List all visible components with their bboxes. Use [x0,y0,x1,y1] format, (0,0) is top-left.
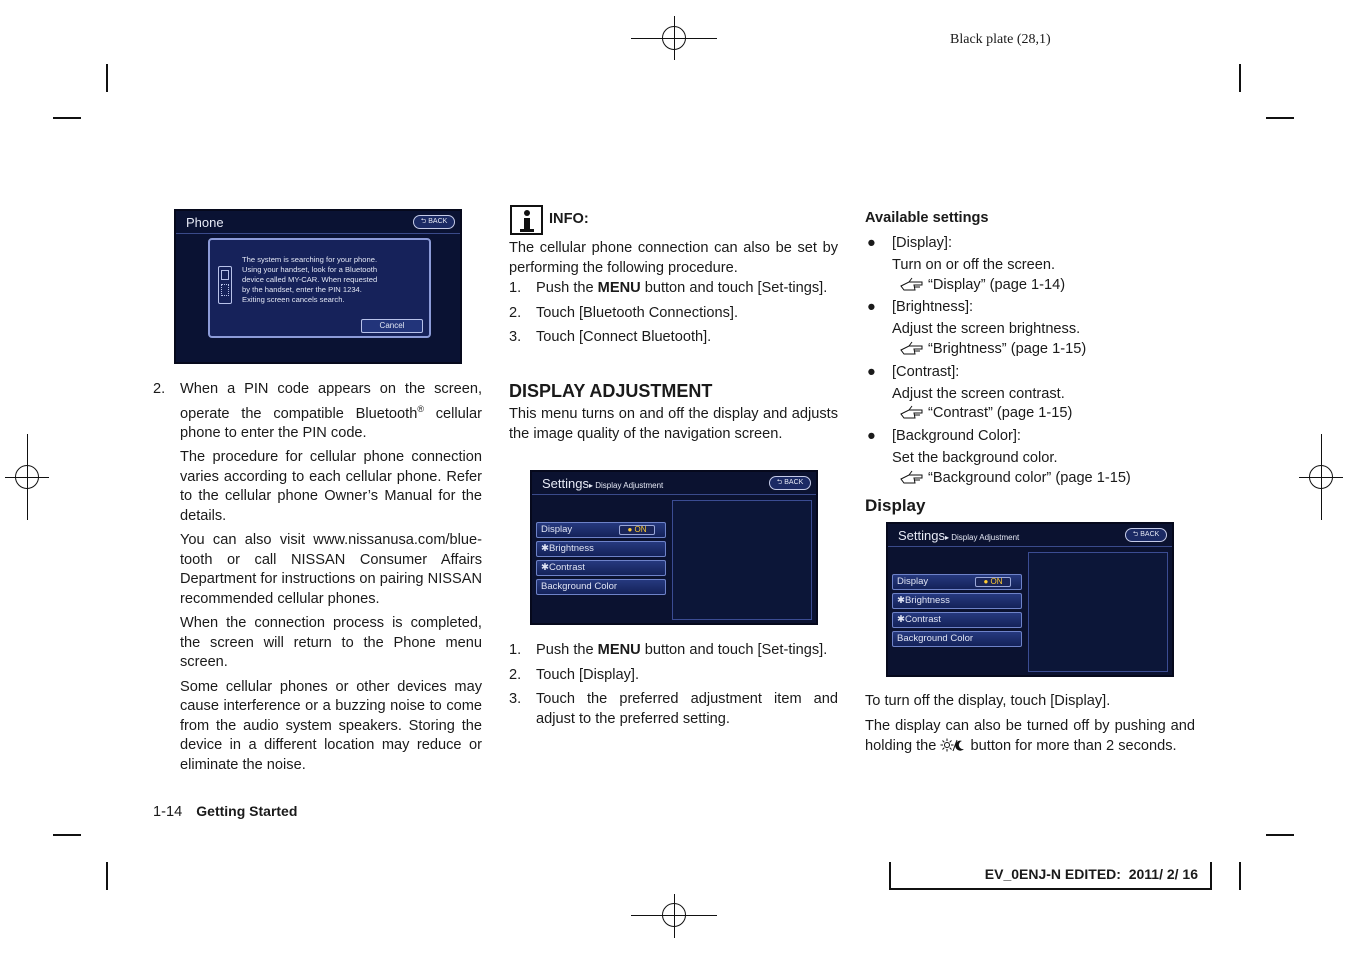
brightness-item: ✱Brightness [892,593,1022,609]
hold-text: The display can also be turned off by pushing and holding the button for more than 2 seconds. [865,718,1195,754]
setting-item-display: ● [Display]: [867,235,953,251]
display-title: Display [865,496,926,515]
paragraph: When the connection process is completed, the screen will return to the Phone menu screen. [180,615,482,671]
page-number: 1-14 [153,804,183,820]
info-step-3: 3. Touch [Connect Bluetooth]. [509,329,712,345]
page-footer [153,802,297,823]
info-icon [510,205,543,235]
info-block [509,239,838,353]
contrast-item: ✱Contrast [892,612,1022,628]
screen-rule [532,494,816,495]
setting-ref: “Background color” (page 1-15) [865,469,1195,489]
phone-screen-image [174,209,462,364]
edition-label: EV_0ENJ-N EDITED: 2011/ 2/ 16 [984,866,1198,882]
display-item: Display ● ON [536,522,666,538]
settings-screen-title: Settings▸ Display Adjustment [542,476,664,491]
background-color-item: Background Color [536,579,666,595]
step-2: 2. Touch [Display]. [509,666,640,683]
edition-box [889,862,1212,890]
back-button: ⮌ BACK [1125,528,1167,542]
reference-hand-icon [900,277,924,291]
paragraph: The procedure for cellular phone connection varies according to each cellular phone. Refer to the cellular phone Owner’s Manual for the details. [180,449,482,524]
setting-item-contrast: ● [Contrast]: [867,363,960,380]
preview-panel [672,500,812,620]
step-3: 3. Touch the preferred adjustment item and adjust to the preferred setting. [509,691,838,727]
phone-screen-title: Phone [186,215,224,230]
on-indicator: ● ON [619,525,655,535]
section-text: This menu turns on and off the display and adjusts the image quality of the navigation screen. [509,406,838,442]
setting-ref: “Contrast” (page 1-15) [865,404,1195,424]
settings-screen-title: Settings▸ Display Adjustment [898,528,1020,543]
reference-hand-icon [900,405,924,419]
setting-desc: Turn on or off the screen. [892,256,1056,273]
background-color-item: Background Color [892,631,1022,647]
plate-label: Black plate (28,1) [950,32,1051,47]
left-column-text [153,380,482,775]
info-label: INFO: [549,211,589,227]
info-text: The cellular phone connection can also be set by performing the following procedure. [509,240,838,276]
back-icon: ⮌ [1132,531,1139,538]
info-step-1: 1. Push the MENU button and touch [Set-tings]. [509,280,828,296]
preview-panel [1028,552,1168,672]
reference-hand-icon [900,470,924,484]
screen-rule [176,233,460,234]
setting-item-background-color: ● [Background Color]: [867,428,1021,445]
setting-desc: Adjust the screen contrast. [892,385,1065,402]
reference-hand-icon [900,341,924,355]
contrast-item: ✱Contrast [536,560,666,576]
section-title-display-adjustment: DISPLAY ADJUSTMENT [509,381,713,401]
settings-screen-image [530,470,818,625]
search-dialog [208,238,431,338]
setting-item-brightness: ● [Brightness]: [867,299,974,316]
paragraph: You can also visit www.nissanusa.com/blue-tooth or call NISSAN Consumer Affairs Department for instructions on pairing NISSAN recommended cellular phones. [180,532,482,607]
step-2: 2. When a PIN code appears on the screen, operate the compatible Bluetooth® cellular phone to enter the PIN code. [153,381,482,441]
back-button: ⮌ BACK [413,215,455,229]
setting-desc: Adjust the screen brightness. [892,321,1081,338]
brightness-item: ✱Brightness [536,541,666,557]
setting-ref: “Brightness” (page 1-15) [865,340,1195,360]
settings-list [865,234,1195,489]
chapter-title: Getting Started [196,803,298,819]
screen-rule [888,546,1172,547]
back-icon: ⮌ [420,218,427,225]
paragraph: Some cellular phones or other devices may cause interference or a buzzing noise to come from the audio system speakers. Storing the device in a different location may reduce or eliminate the noise. [180,678,482,773]
back-icon: ⮌ [776,479,783,486]
turn-off-text: To turn off the display, touch [Display]. [865,693,1111,709]
setting-desc: Set the background color. [892,449,1058,466]
phone-handset-icon [218,266,232,304]
display-item: Display ● ON [892,574,1022,590]
on-indicator: ● ON [975,577,1011,587]
setting-ref: “Display” (page 1-14) [865,276,1195,296]
info-step-2: 2. Touch [Bluetooth Connections]. [509,304,739,321]
step-1: 1. Push the MENU button and touch [Set-tings]. [509,642,828,658]
dialog-message: The system is searching for your phone. Using your handset, look for a Bluetooth device called MY-CAR. When requested by the handset, enter the PIN 1234. Exiting screen cancels search. [242,255,378,304]
display-steps [509,641,838,734]
available-settings-title: Available settings [865,210,989,226]
settings-screen-image-2 [886,522,1174,677]
cancel-button: Cancel [361,319,423,333]
back-button: ⮌ BACK [769,476,811,490]
day-night-icon [940,738,966,752]
